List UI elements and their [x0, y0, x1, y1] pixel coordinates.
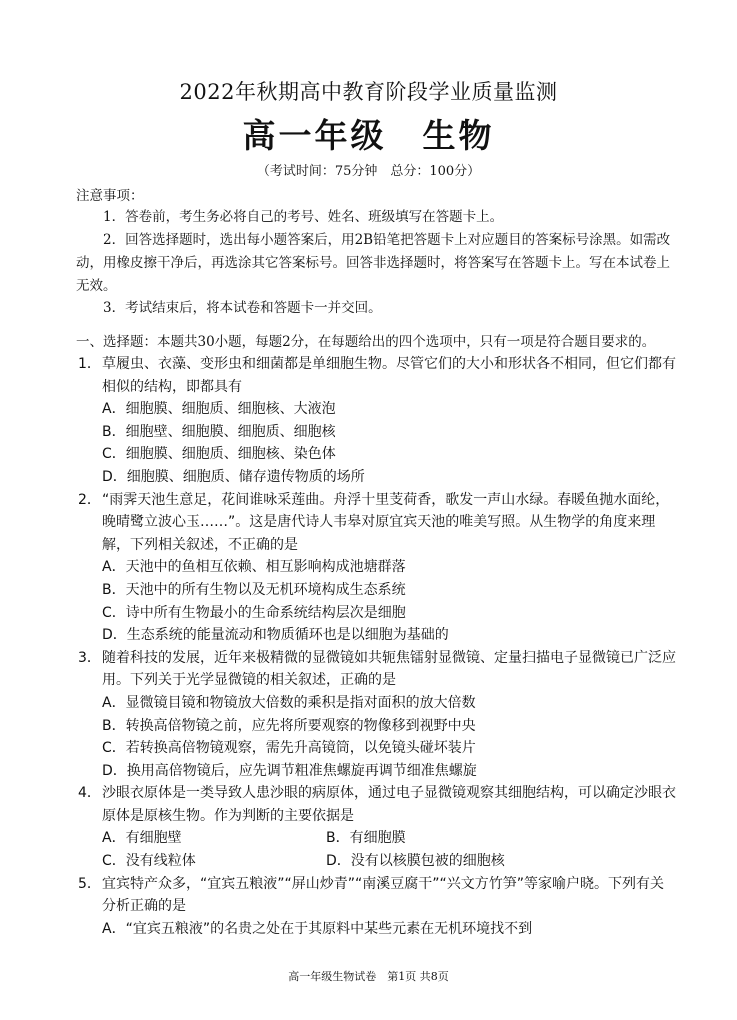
question-number: 3． — [78, 649, 101, 666]
question-4 — [78, 782, 678, 872]
option-a: A．显微镜目镜和物镜放大倍数的乘积是指对面积的放大倍数 — [102, 694, 476, 711]
question-stem: 1．草履虫、衣藻、变形虫和细菌都是单细胞生物。尽管它们的大小和形状各不相同，但它们都有相似的结构，即都具有 — [78, 353, 678, 398]
option-a: A．“宜宾五粮液”的名贵之处在于其原料中某些元素在无机环境找不到 — [102, 920, 533, 937]
question-1 — [78, 353, 678, 489]
subject-title: 高一年级 生物 — [242, 116, 495, 155]
option-b: B．转换高倍物镜之前，应先将所要观察的物像移到视野中央 — [102, 717, 476, 734]
option-c: C．细胞膜、细胞质、细胞核、染色体 — [102, 446, 336, 463]
option-b: B．细胞壁、细胞膜、细胞质、细胞核 — [102, 423, 336, 440]
section-title: 一、选择题：本题共30小题，每题2分，在每题给出的四个选项中，只有一项是符合题目要求的。 — [76, 334, 656, 350]
option-d: D．细胞膜、细胞质、储存遗传物质的场所 — [102, 468, 365, 485]
question-3 — [78, 647, 678, 783]
option-row — [78, 827, 678, 850]
notes-heading: 注意事项： — [76, 188, 144, 204]
question-stem: 5．宜宾特产众多，“宜宾五粮液”“屏山炒青”“南溪豆腐干”“兴文方竹笋”等家喻户晓。下列有关分析正确的是 — [78, 873, 678, 918]
exam-title: 2022年秋期高中教育阶段学业质量监测 — [179, 80, 558, 104]
option-row — [78, 850, 678, 873]
option-d: D．没有以核膜包被的细胞核 — [326, 853, 505, 870]
question-stem: 4．沙眼衣原体是一类导致人患沙眼的病原体，通过电子显微镜观察其细胞结构，可以确定沙眼衣原体是原核生物。作为判断的主要依据是 — [78, 782, 678, 827]
question-stem: 2．“雨霁天池生意足，花间谁咏采莲曲。舟浮十里芰荷香，歌发一声山水绿。春暖鱼抛水面纶，晚晴鹭立波心玉……”。这是唐代诗人韦皋对原宜宾天池的唯美写照。从生物学的角度来理解，下列相关叙述，不正确的是 — [78, 489, 678, 557]
option-a: A．有细胞壁 — [102, 830, 182, 847]
option-a: A．天池中的鱼相互依赖、相互影响构成池塘群落 — [102, 559, 406, 576]
option-b: B．有细胞膜 — [326, 830, 406, 847]
note-item: 1．答卷前，考生务必将自己的考号、姓名、班级填写在答题卡上。 — [103, 209, 504, 225]
option-b: B．天池中的所有生物以及无机环境构成生态系统 — [102, 581, 406, 598]
question-number: 4． — [78, 785, 101, 802]
option-c: C．若转换高倍物镜观察，需先升高镜筒，以免镜头碰坏装片 — [102, 740, 476, 757]
question-number: 2． — [78, 491, 101, 508]
page-footer: 高一年级生物试卷 第1页 共8页 — [288, 970, 449, 983]
exam-info: （考试时间：75分钟 总分：100分） — [256, 164, 481, 179]
question-list — [78, 353, 678, 940]
note-item: 3．考试结束后，将本试卷和答题卡一并交回。 — [103, 300, 382, 316]
note-item: 2．回答选择题时，选出每小题答案后，用2B铅笔把答题卡上对应题目的答案标号涂黑。如需改动，用橡皮擦干净后，再选涂其它答案标号。回答非选择题时，将答案写在答题卡上。写在本试卷上无效。 — [76, 232, 671, 294]
option-a: A．细胞膜、细胞质、细胞核、大液泡 — [102, 401, 336, 418]
option-d: D．生态系统的能量流动和物质循环也是以细胞为基础的 — [102, 627, 449, 644]
question-stem: 3．随着科技的发展，近年来极精微的显微镜如共轭焦镭射显微镜、定量扫描电子显微镜已广泛应用。下列关于光学显微镜的相关叙述，正确的是 — [78, 647, 678, 692]
option-c: C．没有线粒体 — [102, 853, 196, 870]
option-c: C．诗中所有生物最小的生命系统结构层次是细胞 — [102, 604, 406, 621]
question-number: 5． — [78, 875, 101, 892]
question-5 — [78, 873, 678, 941]
question-2 — [78, 489, 678, 647]
question-number: 1． — [78, 356, 101, 372]
option-d: D．换用高倍物镜后，应先调节粗准焦螺旋再调节细准焦螺旋 — [102, 762, 477, 779]
